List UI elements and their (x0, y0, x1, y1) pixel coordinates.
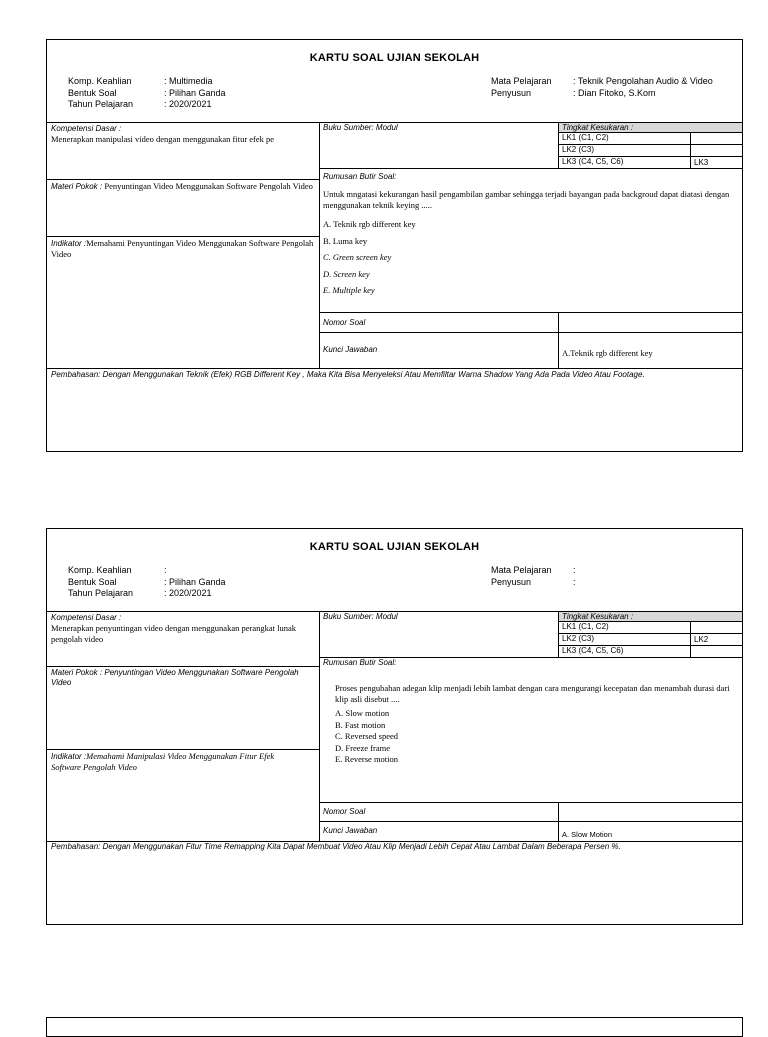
materi-label: Materi Pokok : (51, 182, 103, 191)
tingkat-kesukaran-label: Tingkat Kesukaran : (562, 612, 634, 621)
option-e: E. Reverse motion (335, 754, 399, 764)
kunci-jawaban-label: Kunci Jawaban (323, 826, 378, 835)
komp-keahlian-label: Komp. Keahlian (68, 565, 132, 575)
bentuk-soal-value: : Pilihan Ganda (164, 87, 226, 98)
tingkat-kesukaran-label: Tingkat Kesukaran : (562, 123, 634, 132)
komp-keahlian-label: Komp. Keahlian (68, 76, 132, 86)
mata-pelajaran-label: Mata Pelajaran (491, 76, 552, 86)
card-title: KARTU SOAL UJIAN SEKOLAH (309, 52, 480, 64)
question-text: Proses pengubahan adegan klip menjadi lebih lambat dengan cara mengurangi kecepatan dan menambah durasi dari klip asli disebut .... (335, 683, 730, 704)
card-title: KARTU SOAL UJIAN SEKOLAH (309, 541, 480, 553)
header-left (68, 76, 226, 111)
lk1-label: LK1 (C1, C2) (562, 133, 609, 142)
option-c: C. Reversed speed (335, 731, 399, 741)
buku-sumber-label: Buku Sumber: Modul (323, 612, 398, 621)
kompetensi-label: Kompetensi Dasar : (51, 613, 122, 622)
penyusun-label: Penyusun (491, 87, 532, 98)
indikator-text: Memahami Penyuntingan Video Menggunakan Software Pengolah Video (51, 238, 314, 259)
question-card-3 (46, 1017, 743, 1037)
indikator-label: Indikator : (51, 752, 87, 761)
materi-pokok (51, 668, 315, 688)
bentuk-soal-label: Bentuk Soal (68, 576, 117, 587)
bentuk-soal-label: Bentuk Soal (68, 87, 117, 98)
rumusan-label: Rumusan Butir Soal: (323, 658, 397, 667)
materi-label: Materi Pokok : (51, 668, 103, 677)
option-b: B. Luma key (323, 235, 368, 246)
penyusun-value: : (573, 576, 576, 587)
kompetensi-text: Menerapkan manipulasi video dengan menggunakan fitur efek pe (51, 134, 275, 144)
materi-text: Penyuntingan Video Menggunakan Software Pengolah Video (51, 668, 299, 687)
nomor-soal-label: Nomor Soal (323, 318, 366, 327)
materi-text: Penyuntingan Video Menggunakan Software Pengolah Video (104, 181, 313, 191)
indikator-label: Indikator : (51, 239, 87, 248)
option-a: A. Slow motion (335, 708, 390, 718)
tahun-pelajaran-value: : 2020/2021 (164, 99, 212, 109)
option-d: D. Freeze frame (335, 742, 390, 753)
lk2-label: LK2 (C3) (562, 145, 595, 154)
header-right (491, 76, 713, 99)
buku-sumber-label: Buku Sumber: Modul (323, 123, 398, 132)
lk3-label: LK3 (C4, C5, C6) (562, 157, 624, 166)
lk3-label: LK3 (C4, C5, C6) (562, 646, 624, 655)
mata-pelajaran-value: : (573, 565, 576, 575)
bentuk-soal-value: : Pilihan Ganda (164, 576, 226, 587)
nomor-soal-label: Nomor Soal (323, 807, 366, 816)
penyusun-label: Penyusun (491, 576, 532, 587)
indikator (51, 238, 315, 260)
option-e: E. Multiple key (323, 285, 375, 295)
tahun-pelajaran-value: : 2020/2021 (164, 588, 212, 598)
komp-keahlian-value: : Multimedia (164, 76, 213, 86)
kompetensi-text: Menerapkan penyuntingan video dengan menggunakan perangkat lunak pengolah video (51, 623, 297, 644)
header-left (68, 565, 226, 600)
mata-pelajaran-label: Mata Pelajaran (491, 565, 552, 575)
indikator (51, 751, 301, 773)
mata-pelajaran-value: : Teknik Pengolahan Audio & Video (573, 76, 713, 86)
kompetensi-label: Kompetensi Dasar : (51, 124, 122, 133)
materi-pokok (51, 181, 315, 192)
kunci-jawaban-value: A. Slow Motion (562, 830, 613, 839)
question-text: Untuk mngatasi kekurangan hasil pengambilan gambar sehingga terjadi bayangan pada backgroud dapat diatasi dengan menggunakan teknik keying ..... (323, 189, 730, 210)
option-a: A. Teknik rgb different key (323, 219, 416, 229)
tahun-pelajaran-label: Tahun Pelajaran (68, 588, 134, 598)
answer-options (335, 708, 398, 766)
header-right (491, 565, 576, 588)
penyusun-value: : Dian Fitoko, S.Kom (573, 87, 656, 98)
lk-selected: LK2 (694, 635, 709, 644)
pembahasan-text: Pembahasan: Dengan Menggunakan Teknik (Efek) RGB Different Key , Maka Kita Bisa Menyeleksi Atau Memfiltar Warna Shadow Yang Ada Pada Video Atau Footage. (51, 370, 645, 379)
option-c: C. Green screen key (323, 252, 392, 262)
kunci-jawaban-label: Kunci Jawaban (323, 345, 378, 354)
answer-options (323, 216, 416, 299)
option-b: B. Fast motion (335, 719, 386, 730)
question-card-1 (46, 39, 743, 452)
lk1-label: LK1 (C1, C2) (562, 622, 609, 631)
option-d: D. Screen key (323, 268, 370, 279)
lk2-label: LK2 (C3) (562, 634, 595, 643)
tahun-pelajaran-label: Tahun Pelajaran (68, 99, 134, 109)
komp-keahlian-value: : (164, 565, 167, 575)
kunci-jawaban-value: A.Teknik rgb different key (562, 348, 653, 358)
question-card-2 (46, 528, 743, 925)
pembahasan-text: Pembahasan: Dengan Menggunakan Fitur Time Remapping Kita Dapat Membuat Video Atau Klip Menjadi Lebih Cepat Atau Lambat Dalam Beberapa Persen %. (51, 842, 621, 851)
rumusan-label: Rumusan Butir Soal: (323, 172, 397, 181)
lk-selected: LK3 (694, 158, 709, 167)
indikator-text: Memahami Manipulasi Video Menggunakan Fitur Efek Software Pengolah Video (51, 751, 275, 772)
